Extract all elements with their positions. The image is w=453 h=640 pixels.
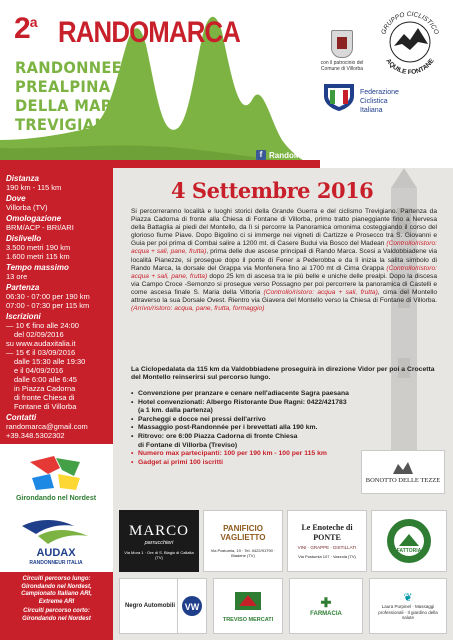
partenza-label: Partenza [6, 283, 40, 292]
list-item-text: di Fontane di Villorba (Treviso) [138, 441, 238, 449]
massaggio-name: Laura Purpinel · Massaggi professionali · Il giardino della salute [378, 604, 438, 621]
crest-icon [331, 30, 353, 58]
facebook-icon: f [256, 150, 266, 160]
dove-value: Villorba (TV) [6, 203, 48, 212]
iscrizioni-label: Iscrizioni [6, 312, 41, 321]
farmacia-name: FARMACIA [310, 611, 342, 617]
fattoria-text: FATTORIA [396, 548, 422, 554]
checkpoint-note: (Controllo/ristoro: acqua + sali, pane, frutta) [131, 240, 437, 256]
tempo-label: Tempo massimo [6, 263, 69, 272]
fci-logo [322, 82, 442, 122]
gruppo-top-text: GRUPPO CICLISTICO [380, 10, 440, 36]
iscrizioni-line: di fronte Chiesa di [14, 393, 75, 402]
footer-line: Circuiti percorso corto: [23, 608, 90, 614]
list-item [131, 399, 431, 416]
circuit-logos [0, 444, 113, 572]
intro-text: , prima delle due ascese principali di Rando Marca. Scesi a Valdobbiadene via località Pianezze, si prosegue dopo il ponte di Fener a Pederobba e da lì inizia la salita simbolo di Rando Marca, la dorsale del Grappa via Monfenera fino ai 1700 mt di Cima Grappa [131, 248, 437, 272]
panificio-address: Via Postumia, 19 · Tel. 0422/91790 · Biadene (TV) [210, 548, 276, 558]
intro-text: Si percorreranno località e luoghi storici della Grande Guerra e del ciclismo Trevigiano. Partenza da Piazza Cadorna di fronte alla Chiesa di Fontane di Villorba, primo tratto pianeggiante fino a Nervesa della Battaglia ai piedi del Montello, da lì si percorre la Panoramica omonima costeggiando il corso del glorioso fiume Piave. Dopo Bigolino ci si immerge nei vigneti di Cartizze e Prosecco tra S. Giovanni e Guia per poi prima di Combai salire a 1200 mt. di Casere Budui via Bosco del Madean [131, 208, 437, 248]
list-item-text: Hotel convenzionati: Albergo Ristorante Due Ragni: 0422/421783 [138, 398, 347, 406]
checkpoint-note: (Controllo/ristoro: acqua + sali, frutta) [263, 288, 378, 296]
partenza-value: 07:00 - 07:30 per 115 km [6, 301, 90, 310]
comune-text: con il patrocinio del Comune di Villorba [320, 60, 364, 72]
list-item: • Convenzione per pranzare e cenare nell'adiacente Sagra paesana [131, 390, 431, 399]
list-item: • Gadget ai primi 100 iscritti [131, 459, 431, 468]
panificio-logo [204, 524, 282, 558]
sponsor-enoteche[interactable] [287, 510, 367, 572]
enoteche-logo [288, 523, 366, 559]
sponsor-panificio[interactable] [203, 510, 283, 572]
footer-line: Girondando nel Nordest, [21, 583, 92, 590]
intro-text: dopo 25 km di ascesa tra le più belle e uniche delle prealpi. Dopo la discesa via Campo Croce -Semonzo si prosegue verso Possagno per poi percorrere la panoramica di Castelli e come ascesa finale S. Maria della Vittoria [131, 272, 437, 296]
omologazione-label: Omologazione [6, 214, 62, 223]
cross-icon: ✚ [320, 595, 332, 610]
negro-name: Negro Automobili [124, 602, 176, 609]
sponsor-bonotto[interactable] [361, 450, 445, 494]
list-item [131, 433, 431, 450]
marco-name: MARCO [128, 522, 189, 539]
edition-number: 2$^a$ [14, 12, 37, 45]
dislivello-value: 1.600 metri 115 km [6, 252, 70, 261]
iscrizioni-line: Fontane di Villorba [14, 402, 77, 411]
vw-logo-icon [181, 595, 203, 617]
bonotto-name: BONOTTO DELLE TEZZE [365, 476, 441, 484]
dislivello-value: 3.500 metri 190 km [6, 243, 71, 252]
bonotto-logo [366, 461, 441, 484]
list-item-text: (a 1 km. dalla partenza) [138, 407, 213, 415]
dove-label: Dove [6, 194, 26, 203]
farmacia-logo [310, 595, 342, 617]
sponsor-marco[interactable] [119, 510, 199, 572]
leaf-icon: ❦ [403, 592, 413, 605]
phone-link[interactable]: +39.348.5302302 [6, 431, 65, 440]
tm-emblem-icon [233, 590, 263, 612]
comune-villorba-logo [312, 30, 372, 72]
list-item: • Parcheggi e docce nei pressi dell'arrivo [131, 416, 431, 425]
massaggio-logo [370, 589, 446, 623]
page-title: RANDOMARCA [58, 16, 241, 49]
distanza-label: Distanza [6, 174, 39, 183]
iscrizioni-line: dalle 6:00 alle 6:45 [14, 375, 77, 384]
event-subtitle [15, 58, 146, 134]
intro-text: , cima del Montello attraverso la sua Dorsale Ovest. Rientro via Giavera del Montello verso la Chiesa di Fontane di Villorba. [131, 288, 437, 305]
partenza-value: 06:30 - 07:00 per 190 km [6, 292, 90, 301]
fci-line: Federazione [360, 89, 399, 96]
tempo-value: 13 ore [6, 272, 28, 281]
distanza-value: 190 km - 115 km [6, 183, 62, 192]
sponsor-fattoria[interactable] [371, 510, 447, 572]
fci-line: Italiana [360, 107, 383, 114]
info-sidebar [0, 168, 113, 640]
iscrizioni-line: in Piazza Cadorna [14, 384, 76, 393]
subtitle-line: PREALPINA [15, 77, 111, 96]
footer-line: Extreme ARI [38, 598, 75, 605]
fci-line: Ciclistica [360, 98, 388, 105]
iscrizioni-line: — 15 € il 03/09/2016 [6, 348, 76, 357]
main-content [113, 168, 453, 640]
checkpoint-note: (Controllo/ristoro: acqua + sali, pane, frutta) [131, 264, 437, 280]
girondando-text: Girondando nel Nordest [15, 495, 97, 502]
sponsor-treviso-mercati[interactable] [213, 578, 283, 634]
iscrizioni-line: e il 04/09/2016 [14, 366, 64, 375]
omologazione-value: BRM/ACP - BRI/ARI [6, 223, 74, 232]
marco-address: Via Mora 1 · Ore di S. Biagio di Callalta (TV) [124, 549, 194, 560]
treviso-mercati-logo [223, 590, 273, 623]
sponsor-farmacia[interactable] [289, 578, 363, 634]
subtitle-line: DELLA MARCA [15, 96, 136, 115]
iscrizioni-line: — 10 € fino alle 24:00 [6, 321, 79, 330]
facebook-label: RandoMarca [269, 150, 318, 160]
poster-header [0, 0, 453, 168]
sponsor-massaggio[interactable] [369, 578, 447, 634]
checkpoint-note: (Arrivo/ristoro: acqua, pane, frutta, formaggio) [131, 305, 265, 313]
sponsor-vw[interactable] [177, 578, 207, 634]
list-item: • Numero max partecipanti: 100 per 190 km - 100 per 115 km [131, 450, 431, 459]
gruppo-bottom-text: AQUILE FONTANE [384, 57, 436, 77]
audax-logo [18, 516, 94, 566]
fattoria-logo [381, 516, 437, 566]
aquile-fontane-logo [374, 6, 446, 78]
iscrizioni-line: del 02/09/2016 [14, 330, 64, 339]
event-date: 4 Settembre 2016 [171, 178, 374, 203]
treviso-mercati-name: TREVISO MERCATI [222, 616, 274, 623]
girondando-logo [15, 452, 97, 508]
marco-sub: parrucchieri [144, 539, 174, 546]
subtitle-line: RANDONNEE [15, 58, 123, 77]
bonotto-emblem-icon [392, 461, 414, 475]
list-item-text: Ritrovo: ore 6:00 Piazza Cadorna di fronte Chiesa [138, 432, 298, 440]
fci-shield-icon [322, 82, 356, 112]
dislivello-label: Dislivello [6, 234, 42, 243]
panificio-name: PANIFICIO VAGLIETTO [220, 524, 266, 542]
circuits-footer [0, 572, 113, 627]
fci-text [360, 88, 399, 115]
contatti-label: Contatti [6, 413, 37, 422]
iscrizioni-line: dalle 15:30 alle 19:30 [14, 357, 86, 366]
short-route-note: La Ciclopedalata da 115 km da Valdobbiadene proseguirà in direzione Vidor per poi a Crocetta del Montello reinserirsi sul percorso lungo. [131, 366, 435, 382]
enoteche-name: Le Enoteche di PONTE [301, 523, 353, 542]
route-description [131, 208, 437, 313]
audax-text: AUDAX [36, 547, 76, 559]
subtitle-line: TREVIGIANA [15, 115, 119, 134]
enoteche-sub: VINI · GRAPPE · DISTILLATI [297, 545, 357, 550]
footer-line: Girondando nel Nordest [22, 615, 91, 622]
vw-text: VW [184, 602, 200, 612]
footer-line: Campionato Italiano ARI, [21, 591, 92, 597]
facebook-link[interactable] [256, 150, 317, 160]
email-link[interactable]: randomarca@gmail.com [6, 422, 88, 431]
list-item: • Massaggio post-Randonnée per i brevettati alla 190 km. [131, 424, 431, 433]
audax-sub-text: RANDONNEUR ITALIA [29, 560, 83, 566]
footer-line: Circuiti percorso lungo: [22, 576, 91, 582]
sponsor-negro[interactable] [119, 578, 181, 634]
iscrizioni-link[interactable]: su www.audaxitalia.it [6, 339, 76, 348]
marco-logo [120, 523, 198, 560]
enoteche-address: Via Postumia 107 · Vazzola (TV) [298, 554, 356, 559]
